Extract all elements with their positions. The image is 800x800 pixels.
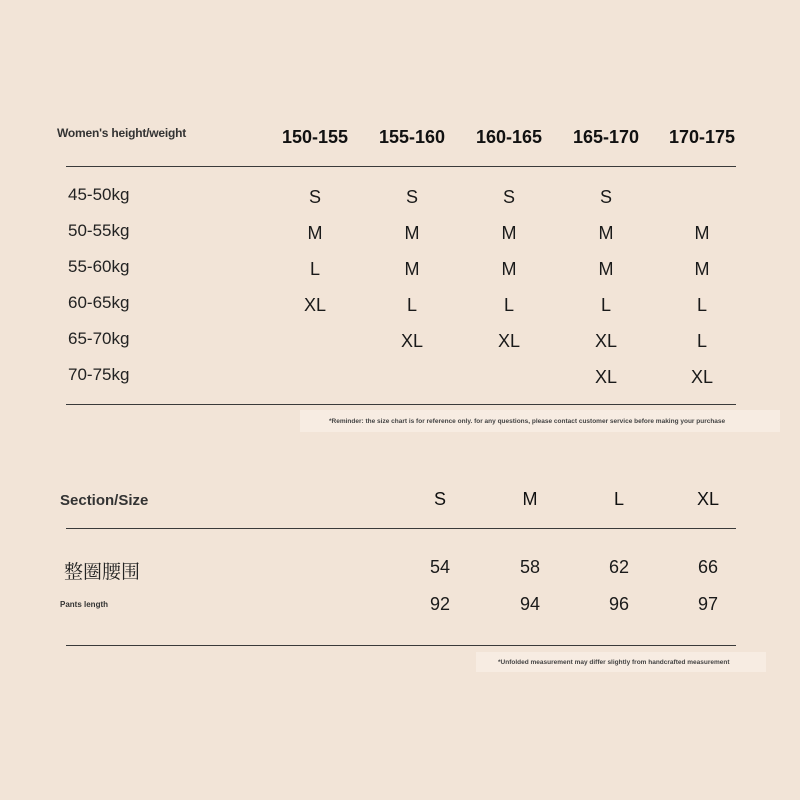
weight-label-65-70: 65-70kg (68, 329, 130, 348)
size-cell: XL (400, 331, 424, 351)
size-cell: XL (690, 367, 714, 387)
table1-bottom-rule (66, 404, 736, 405)
size-cell: XL (594, 367, 618, 387)
size-cell: M (404, 223, 420, 243)
size-header-l: L (613, 489, 624, 509)
size-cell: XL (497, 331, 521, 351)
size-cell: L (696, 295, 707, 315)
size-cell: L (406, 295, 417, 315)
size-cell: M (307, 223, 323, 243)
waist-value-l: 62 (608, 557, 630, 577)
weight-label-60-65: 60-65kg (68, 293, 130, 312)
size-cell: S (308, 187, 321, 207)
size-header-s: S (433, 489, 446, 509)
size-cell: XL (594, 331, 618, 351)
waist-label: 整圈腰围 (64, 561, 141, 583)
height-weight-corner-label: Women's height/weight (57, 126, 187, 140)
size-cell: S (599, 187, 612, 207)
size-cell: M (501, 223, 517, 243)
waist-value-s: 54 (429, 557, 451, 577)
pants-length-value-s: 92 (429, 594, 451, 614)
weight-label-50-55: 50-55kg (68, 221, 130, 240)
waist-value-m: 58 (519, 557, 541, 577)
size-cell: M (694, 223, 710, 243)
size-cell: L (503, 295, 514, 315)
size-header-xl: XL (696, 489, 720, 509)
size-cell: M (404, 259, 420, 279)
height-header-150-155: 150-155 (281, 127, 349, 147)
section-size-corner-label: Section/Size (60, 492, 149, 509)
size-header-m: M (522, 489, 538, 509)
size-cell: M (501, 259, 517, 279)
pants-length-value-m: 94 (519, 594, 541, 614)
size-cell: S (502, 187, 515, 207)
size-cell: S (405, 187, 418, 207)
height-header-155-160: 155-160 (378, 127, 446, 147)
pants-length-value-l: 96 (608, 594, 630, 614)
table2-bottom-rule (66, 645, 736, 646)
size-cell: XL (303, 295, 327, 315)
pants-length-value-xl: 97 (697, 594, 719, 614)
weight-label-70-75: 70-75kg (68, 365, 130, 384)
size-cell: L (696, 331, 707, 351)
pants-length-label: Pants length (60, 600, 109, 609)
weight-label-45-50: 45-50kg (68, 185, 130, 204)
weight-label-55-60: 55-60kg (68, 257, 130, 276)
size-chart-reminder-note: *Reminder: the size chart is for reference only. for any questions, please contact customer service before making your purchase (329, 418, 726, 425)
table1-header-rule (66, 166, 736, 167)
waist-value-xl: 66 (697, 557, 719, 577)
table2-header-rule (66, 528, 736, 529)
size-cell: M (598, 223, 614, 243)
size-cell: L (309, 259, 320, 279)
measurement-disclaimer-note: *Unfolded measurement may differ slightly from handcrafted measurement (498, 659, 730, 666)
height-header-165-170: 165-170 (572, 127, 640, 147)
size-cell: L (600, 295, 611, 315)
height-header-160-165: 160-165 (475, 127, 543, 147)
size-cell: M (694, 259, 710, 279)
size-cell: M (598, 259, 614, 279)
height-header-170-175: 170-175 (668, 127, 736, 147)
